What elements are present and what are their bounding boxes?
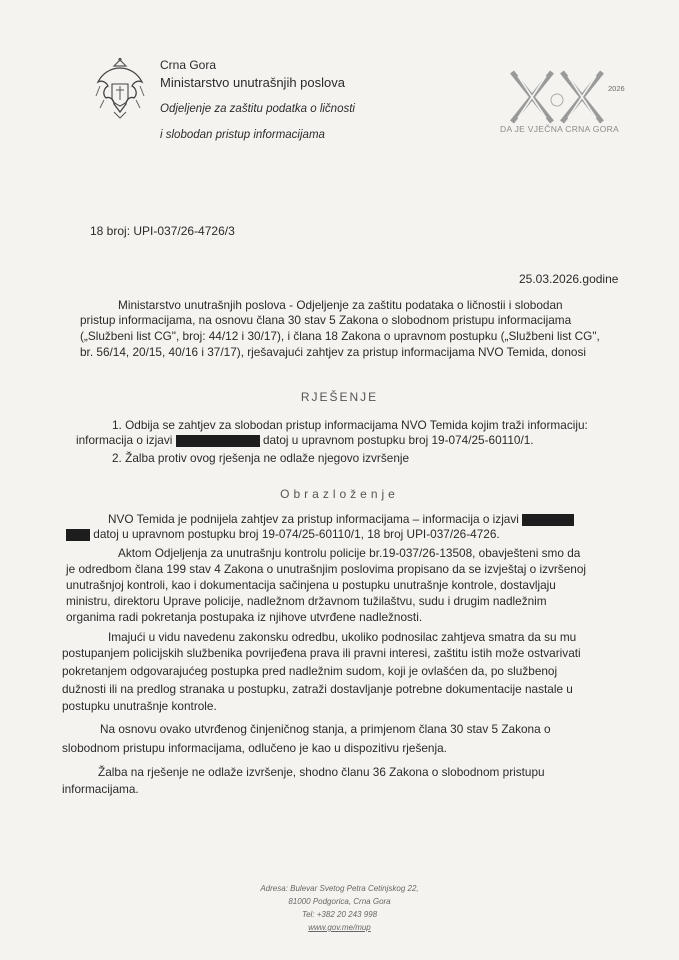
reasoning-line: Imajući u vidu navedenu zakonsku odredbu, ukoliko podnosilac zahtjeva smatra da su mu bbox=[108, 630, 577, 644]
reasoning-line: dužnosti ili na predlog stranaka u postupku, zatraži dostavljanje potrebne dokumentacije nastale u bbox=[62, 682, 573, 696]
document-date: 25.03.2026.godine bbox=[519, 272, 619, 286]
decision-item-1: 1. Odbija se zahtjev za slobodan pristup informacijama NVO Temida kojim traži informaciju: bbox=[112, 418, 588, 432]
reasoning-line bbox=[108, 512, 574, 526]
footer-website-link[interactable]: www.gov.me/mup bbox=[308, 923, 371, 932]
department-name-line1: Odjeljenje za zaštitu podatka o ličnosti bbox=[160, 103, 355, 115]
reasoning-text: datoj u upravnom postupku broj 19-074/25-60110/1, 18 broj UPI-037/26-4726. bbox=[93, 527, 500, 541]
reasoning-line: pokretanjem odgovarajućeg postupka pred nadležnim sudom, koji je ovlašćen da, po službenoj bbox=[62, 664, 558, 678]
reasoning-text: NVO Temida je podnijela zahtjev za pristup informacijama – informacija o izjavi bbox=[108, 512, 519, 526]
intro-line: br. 56/14, 20/15, 40/16 i 37/17), rješavajući zahtjev za pristup informacijama NVO Temida, donosi bbox=[80, 345, 587, 359]
decision-heading: RJEŠENJE bbox=[300, 390, 379, 404]
redacted-name bbox=[66, 529, 90, 541]
reasoning-line: informacijama. bbox=[62, 782, 139, 796]
reasoning-line: Aktom Odjeljenja za unutrašnju kontrolu policije br.19-037/26-13508, obavješteni smo da bbox=[118, 546, 581, 560]
footer-address: Adresa: Bulevar Svetog Petra Cetinjskog 22, bbox=[260, 884, 419, 893]
reasoning-line: je odredbom člana 199 stav 4 Zakona o unutrašnjim poslovima propisano da se izvještaj o izvršenoj bbox=[66, 562, 587, 576]
footer-city: 81000 Podgorica, Crna Gora bbox=[288, 897, 391, 906]
country-name: Crna Gora bbox=[160, 58, 217, 72]
reference-number: 18 broj: UPI-037/26-4726/3 bbox=[90, 224, 235, 238]
ministry-name: Ministarstvo unutrašnjih poslova bbox=[160, 75, 345, 90]
reasoning-line bbox=[66, 527, 500, 541]
reasoning-line: organima radi pokretanja postupaka iz njihove utvrđene nadležnosti. bbox=[66, 610, 423, 624]
reasoning-line: ministru, direktoru Uprave policije, nadležnom državnom tužilaštvu, sudu i drugim nadležnim bbox=[66, 594, 547, 608]
reasoning-line: postupanjem policijskih službenika povrijeđena prava ili pravni interesi, zaštitu istih može ostvarivati bbox=[62, 646, 581, 660]
reasoning-line: unutrašnjoj kontroli, kao i dokumentacija sačinjena u postupku unutrašnje kontrole, dostavljaju bbox=[66, 578, 556, 592]
reasoning-line: postupku unutrašnje kontrole. bbox=[62, 699, 217, 713]
department-name-line2: i slobodan pristup informacijama bbox=[160, 129, 325, 141]
footer-phone: Tel: +382 20 243 998 bbox=[301, 910, 378, 919]
seal-label: DA JE VJEČNA CRNA GORA bbox=[500, 124, 620, 134]
reasoning-line: Na osnovu ovako utvrđenog činjeničnog stanja, a primjenom člana 30 stav 5 Zakona o bbox=[100, 722, 551, 736]
redacted-name bbox=[176, 435, 260, 447]
decision-item-1-continued bbox=[76, 433, 534, 447]
intro-line: pristup informacijama, na osnovu člana 30 stav 5 Zakona o slobodnom pristupu informacijama bbox=[80, 313, 572, 327]
decision-item-2: 2. Žalba protiv ovog rješenja ne odlaže njegovo izvršenje bbox=[112, 451, 410, 465]
seal-year: 2026 bbox=[608, 84, 625, 93]
intro-line: Ministarstvo unutrašnjih poslova - Odjeljenje za zaštitu podataka o ličnostii i slobodan bbox=[118, 298, 563, 312]
intro-line: („Službeni list CG", broj: 44/12 i 30/17), i člana 18 Zakona o upravnom postupku („Službeni list CG", bbox=[80, 329, 600, 343]
decision-item-1-text-end: datoj u upravnom postupku broj 19-074/25-60110/1. bbox=[262, 433, 534, 447]
coat-of-arms-icon bbox=[92, 56, 148, 120]
reasoning-heading: Obrazloženje bbox=[280, 487, 399, 501]
redacted-name bbox=[522, 514, 574, 526]
decision-item-1-text: informacija o izjavi bbox=[76, 433, 173, 447]
reasoning-line: slobodnom pristupu informacijama, odlučeno je kao u dispozitivu rješenja. bbox=[62, 741, 447, 755]
reasoning-line: Žalba na rješenje ne odlaže izvršenje, shodno članu 36 Zakona o slobodnom pristupu bbox=[98, 765, 545, 779]
